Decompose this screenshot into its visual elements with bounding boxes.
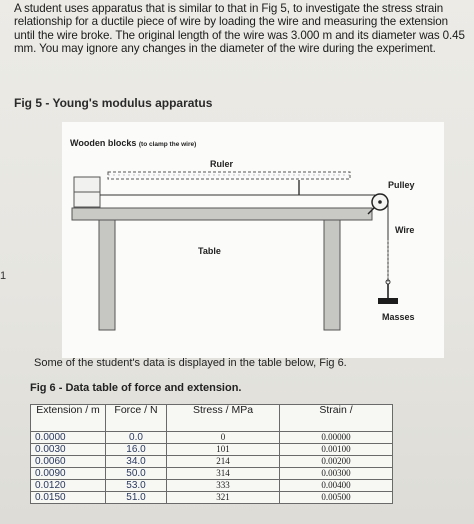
- intro-paragraph: A student uses apparatus that is similar to that in Fig 5, to investigate the stress strain relationship for a ductile piece of wire by loading the wire and measuring the extension until the wire broke. The original length of the wire was 3.000 m and its diameter was 0.45 mm. You may ignore any changes in the diameter of the wire during the experiment.: [14, 2, 465, 56]
- label-wooden-blocks: Wooden blocks (to clamp the wire): [70, 138, 197, 148]
- label-wire: Wire: [395, 225, 415, 235]
- cell-force: 53.0: [106, 480, 167, 492]
- cell-force: 16.0: [106, 444, 167, 456]
- cell-stress: 333: [167, 480, 280, 492]
- table-row: [31, 468, 393, 480]
- data-table: [30, 404, 393, 504]
- cell-strain: 0.00400: [280, 480, 393, 492]
- label-masses: Masses: [382, 312, 415, 322]
- cell-extension: 0.0090: [31, 468, 106, 480]
- table-leg-right: [324, 220, 340, 330]
- cell-extension: 0.0150: [31, 492, 106, 504]
- cell-stress: 314: [167, 468, 280, 480]
- figure-6-caption: Some of the student's data is displayed in the table below, Fig 6.: [34, 357, 347, 369]
- label-table: Table: [198, 246, 221, 256]
- cell-strain: 0.00200: [280, 456, 393, 468]
- cell-stress: 214: [167, 456, 280, 468]
- cell-extension: 0.0030: [31, 444, 106, 456]
- table-row: [31, 480, 393, 492]
- cell-strain: 0.00100: [280, 444, 393, 456]
- header-force: Force / N: [106, 405, 167, 432]
- header-strain: Strain /: [280, 405, 393, 432]
- cell-strain: 0.00300: [280, 468, 393, 480]
- cell-force: 0.0: [106, 432, 167, 444]
- cell-strain: 0.00000: [280, 432, 393, 444]
- cell-force: 34.0: [106, 456, 167, 468]
- table-row: [31, 492, 393, 504]
- header-extension: Extension / m: [31, 405, 106, 432]
- youngs-modulus-diagram: [62, 122, 444, 358]
- table-top: [72, 208, 372, 220]
- cell-extension: 0.0000: [31, 432, 106, 444]
- cell-force: 51.0: [106, 492, 167, 504]
- table-row: [31, 444, 393, 456]
- label-pulley: Pulley: [388, 180, 415, 190]
- table-row: [31, 456, 393, 468]
- header-stress: Stress / MPa: [167, 405, 280, 432]
- cell-stress: 101: [167, 444, 280, 456]
- table-row: [31, 432, 393, 444]
- label-ruler: Ruler: [210, 159, 234, 169]
- apparatus-drawing: [62, 122, 444, 358]
- margin-number: 1: [0, 270, 7, 282]
- masses: [378, 298, 398, 304]
- cell-extension: 0.0060: [31, 456, 106, 468]
- cell-strain: 0.00500: [280, 492, 393, 504]
- figure-6-title: Fig 6 - Data table of force and extension.: [30, 382, 242, 394]
- table-header-row: [31, 405, 393, 432]
- table-leg-left: [99, 220, 115, 330]
- cell-extension: 0.0120: [31, 480, 106, 492]
- ruler: [108, 172, 350, 179]
- figure-5-title: Fig 5 - Young's modulus apparatus: [14, 96, 213, 110]
- cell-stress: 321: [167, 492, 280, 504]
- cell-stress: 0: [167, 432, 280, 444]
- cell-force: 50.0: [106, 468, 167, 480]
